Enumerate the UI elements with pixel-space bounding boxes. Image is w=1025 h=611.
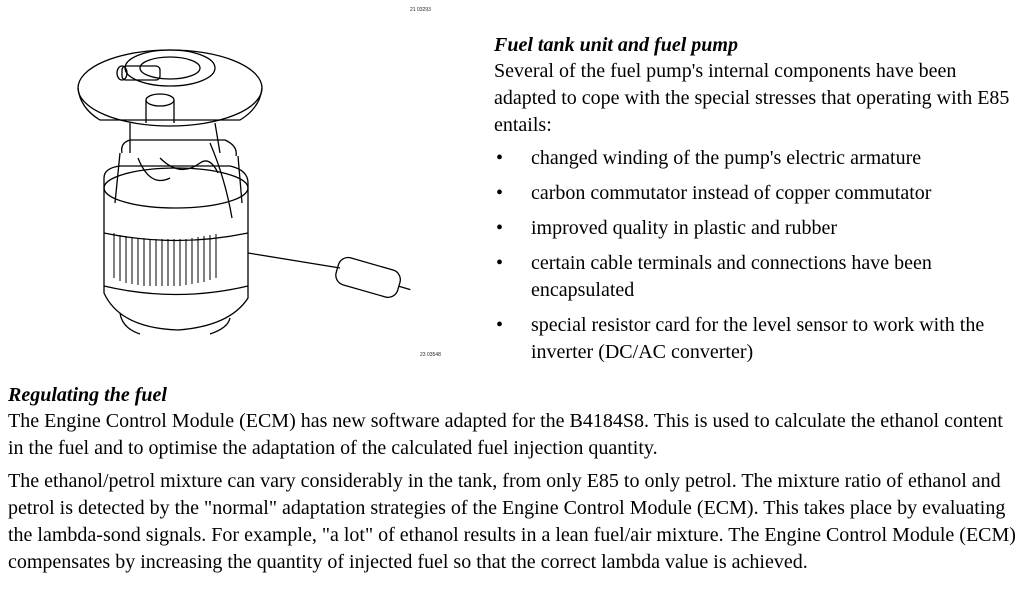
bullet-icon: •: [496, 217, 504, 239]
list-item-text: certain cable terminals and connections have been encapsulated: [531, 252, 932, 301]
figure-code-bottom: 23 03548: [420, 352, 441, 358]
regulating-heading: Regulating the fuel: [8, 384, 167, 406]
fuel-tank-heading: Fuel tank unit and fuel pump: [494, 34, 738, 56]
list-item-text: improved quality in plastic and rubber: [531, 217, 838, 239]
bullet-icon: •: [496, 182, 504, 204]
fuel-tank-section: [494, 33, 1019, 374]
list-item-text: carbon commutator instead of copper commutator: [531, 182, 932, 204]
fuel-tank-intro: Several of the fuel pump's internal components have been adapted to cope with the special stresses that operating with E85 entails:: [494, 60, 1010, 136]
regulating-paragraph-1: The Engine Control Module (ECM) has new software adapted for the B4184S8. This is used to calculate the ethanol content in the fuel and to optimise the adaptation of the calculated fuel injection quantity.: [8, 410, 1003, 459]
regulating-paragraph-2: The ethanol/petrol mixture can vary considerably in the tank, from only E85 to only petrol. The mixture ratio of ethanol and petrol is detected by the "normal" adaptation strategies of the Engine Control Module (ECM). This takes place by evaluating the lambda-sond signals. For example, "a lot" of ethanol results in a lean fuel/air mixture. The Engine Control Module (ECM) compensates by increasing the quantity of injected fuel so that the correct lambda value is achieved.: [8, 470, 1016, 573]
list-item: [494, 312, 1019, 366]
fuel-pump-illustration: [60, 28, 450, 358]
list-item: [494, 180, 1019, 207]
figure-code-top: 21 03293: [410, 7, 431, 13]
list-item: [494, 250, 1019, 304]
bullet-icon: •: [496, 147, 504, 169]
list-item: [494, 215, 1019, 242]
pump-changes-list: [494, 145, 1019, 366]
regulating-section: [8, 383, 1020, 576]
list-item: [494, 145, 1019, 172]
list-item-text: special resistor card for the level sensor to work with the inverter (DC/AC converter): [531, 314, 985, 363]
bullet-icon: •: [496, 252, 504, 274]
bullet-icon: •: [496, 314, 504, 336]
list-item-text: changed winding of the pump's electric armature: [531, 147, 922, 169]
